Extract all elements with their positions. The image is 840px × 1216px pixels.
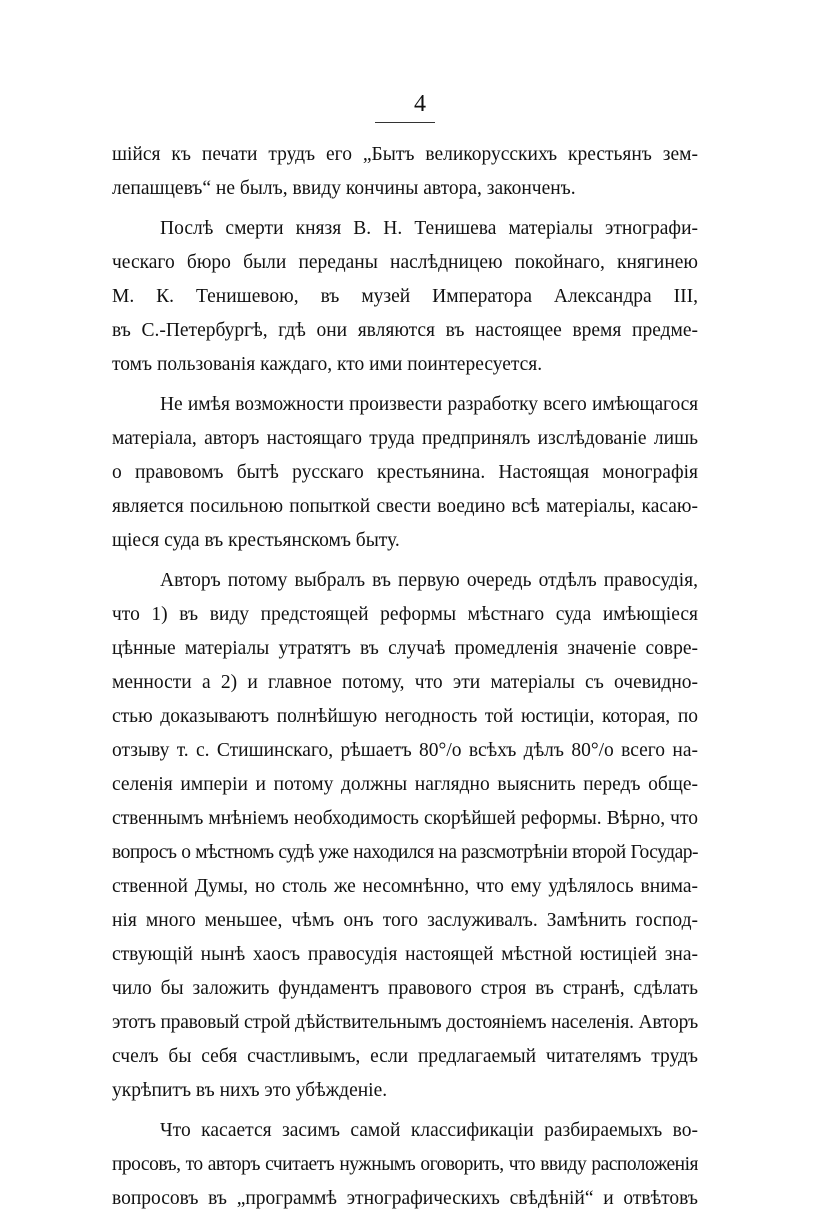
text-line: Что касается засимъ самой классификаціи разбираемыхъ во-: [160, 1120, 698, 1141]
text-line: лепашцевъ“ не былъ, ввиду кончины автора, законченъ.: [112, 178, 576, 199]
page-number: 4: [414, 91, 426, 117]
text-line: укрѣпитъ въ нихъ это убѣжденіе.: [112, 1080, 388, 1101]
text-line: Авторъ потому выбралъ въ первую очередь отдѣлъ правосудія,: [160, 570, 698, 591]
text-line: стью доказываютъ полнѣйшую негодность той юстиціи, которая, по: [112, 706, 698, 727]
text-line: ственной Думы, но столь же несомнѣнно, что ему удѣлялось внима-: [112, 876, 698, 897]
paragraph-4: [112, 564, 698, 1108]
body-text: [112, 138, 698, 1216]
paragraph-1: [112, 138, 698, 206]
header-rule: [375, 122, 435, 123]
text-line: селенія имперіи и потому должны наглядно выяснить передъ обще-: [112, 774, 698, 795]
text-line: томъ пользованія каждаго, кто ими поинтересуется.: [112, 354, 543, 375]
text-line: менности а 2) и главное потому, что эти матеріалы съ очевидно-: [112, 672, 698, 693]
text-line: шійся къ печати трудъ его „Бытъ великорусскихъ крестьянъ зем-: [112, 144, 698, 165]
text-line: отзыву т. с. Стишинскаго, рѣшаетъ 80°/о всѣхъ дѣлъ 80°/о всего на-: [112, 740, 698, 761]
text-line: нія много меньшее, чѣмъ онъ того заслуживалъ. Замѣнить господ-: [112, 910, 698, 931]
text-line: ственнымъ мнѣніемъ необходимость скорѣйшей реформы. Вѣрно, что: [112, 808, 698, 829]
text-line: Не имѣя возможности произвести разработку всего имѣющагося: [160, 394, 698, 415]
paragraph-2: [112, 212, 698, 382]
text-line: просовъ, то авторъ считаетъ нужнымъ оговорить, что ввиду расположенія: [112, 1154, 698, 1175]
text-line: щіеся суда въ крестьянскомъ быту.: [112, 530, 400, 551]
text-line: чило бы заложить фундаментъ правового строя въ странѣ, сдѣлать: [112, 978, 698, 999]
text-line: вопросовъ въ „программѣ этнографическихъ свѣдѣній“ и отвѣтовъ: [112, 1188, 698, 1209]
text-line: М. К. Тенишевою, въ музей Императора Александра III,: [112, 286, 698, 307]
text-line: что 1) въ виду предстоящей реформы мѣстнаго суда имѣющіеся: [112, 604, 698, 625]
text-line: цѣнные матеріалы утратятъ въ случаѣ промедленія значеніе совре-: [112, 638, 698, 659]
text-line: о правовомъ бытѣ русскаго крестьянина. Настоящая монографія: [112, 462, 698, 483]
text-line: Послѣ смерти князя В. Н. Тенишева матеріалы этнографи-: [160, 218, 698, 239]
text-line: матеріала, авторъ настоящаго труда предпринялъ изслѣдованіе лишь: [112, 428, 698, 449]
text-line: ствующій нынѣ хаосъ правосудія настоящей мѣстной юстиціей зна-: [112, 944, 698, 965]
text-line: является посильною попыткой свести воедино всѣ матеріалы, касаю-: [112, 496, 698, 517]
text-line: счелъ бы себя счастливымъ, если предлагаемый читателямъ трудъ: [112, 1046, 698, 1067]
text-line: ческаго бюро были переданы наслѣдницею покойнаго, княгинею: [112, 252, 698, 273]
text-line: въ С.-Петербургѣ, гдѣ они являются въ настоящее время предме-: [112, 320, 698, 341]
text-line: вопросъ о мѣстномъ судѣ уже находился на разсмотрѣніи второй Государ-: [112, 842, 698, 863]
text-line: этотъ правовый строй дѣйствительнымъ достояніемъ населенія. Авторъ: [112, 1012, 698, 1033]
paragraph-5: [112, 1114, 698, 1216]
paragraph-3: [112, 388, 698, 558]
